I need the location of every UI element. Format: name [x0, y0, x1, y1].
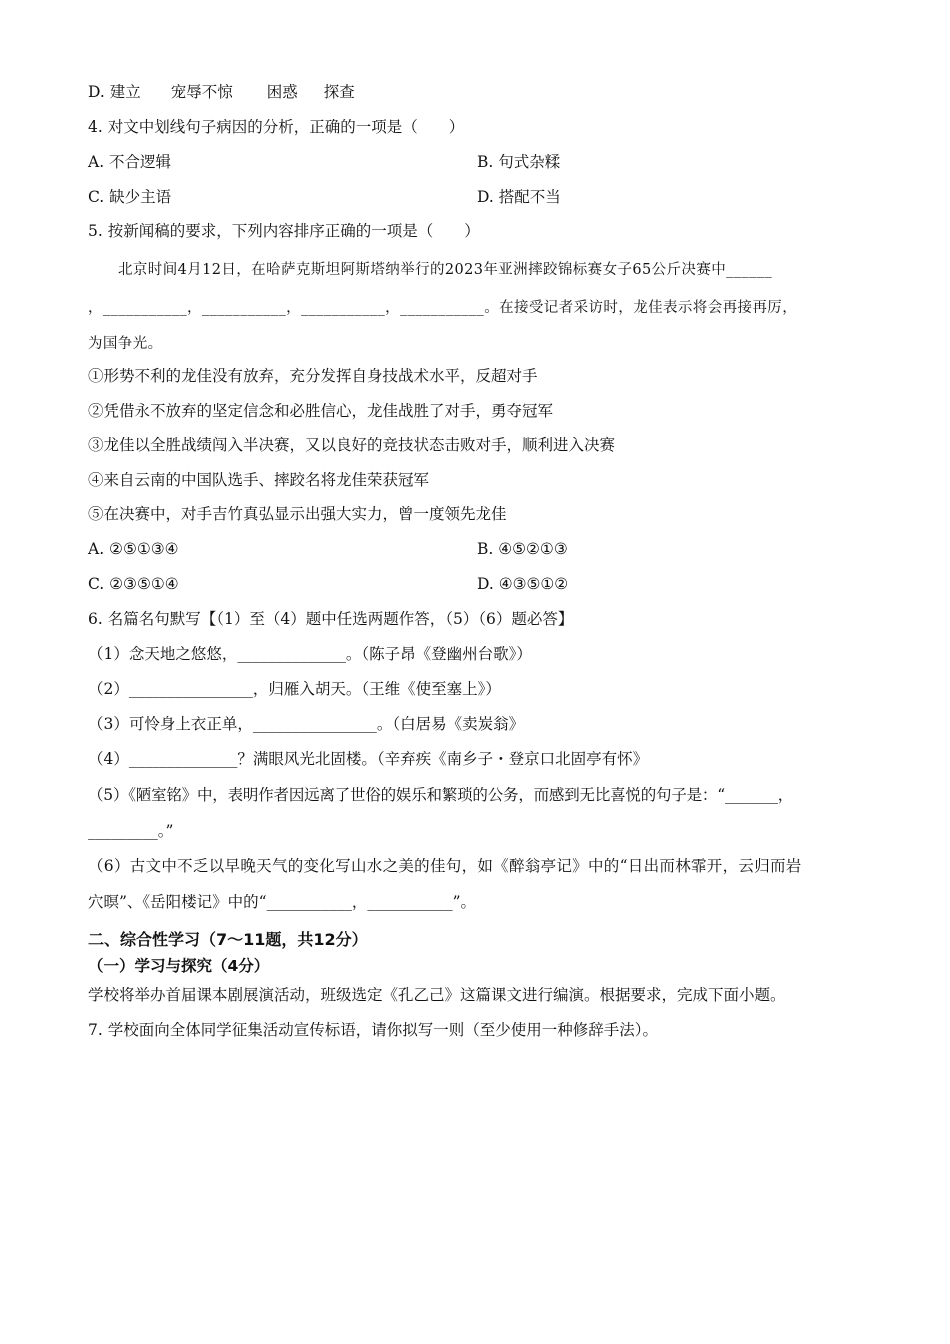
q6-item-6-line-2: 穴暝”、《岳阳楼记》中的“___________，___________”。	[88, 893, 477, 911]
q6-item-2: （2）________________，归雁入胡天。（王维《使至塞上》）	[88, 680, 501, 698]
q4-option-c: C. 缺少主语	[88, 188, 172, 206]
q3d-word-4: 探查	[323, 83, 355, 101]
section-2-title: 二、综合性学习（7～11题，共12分）	[88, 930, 368, 949]
q6-item-5-line-1: （5）《陋室铭》中，表明作者因远离了世俗的娱乐和繁琐的公务，而感到无比喜悦的句子是：“_______，	[88, 786, 794, 804]
q6-item-3: （3）可怜身上衣正单，________________。（白居易《卖炭翁》	[88, 715, 525, 733]
q5-option-b: B. ④⑤②①③	[477, 540, 568, 558]
q3-option-d	[88, 80, 355, 104]
q5-sentence-2: ②凭借永不放弃的坚定信念和必胜信心，龙佳战胜了对手，勇夺冠军	[88, 402, 554, 420]
q4-option-b: B. 句式杂糅	[477, 153, 561, 171]
q5-options-row-1	[88, 537, 868, 561]
q5-stem: 5. 按新闻稿的要求，下列内容排序正确的一项是（ ）	[88, 222, 480, 240]
q4-options-row-1	[88, 150, 868, 174]
q5-sentence-4: ④来自云南的中国队选手、摔跤名将龙佳荣获冠军	[88, 471, 430, 489]
q6-item-1: （1）念天地之悠悠，______________。（陈子昂《登幽州台歌》）	[88, 645, 532, 663]
q5-passage-line-1: 北京时间4月12日，在哈萨克斯坦阿斯塔纳举行的2023年亚洲摔跤锦标赛女子65公斤决赛中______	[118, 262, 773, 278]
q6-item-5-line-2: _________。”	[88, 822, 174, 840]
q7-stem: 7. 学校面向全体同学征集活动宣传标语，请你拟写一则（至少使用一种修辞手法）。	[88, 1021, 658, 1039]
q4-option-d: D. 搭配不当	[477, 188, 561, 206]
q5-passage-line-2: ，___________，___________，___________，___________。在接受记者采访时，龙佳表示将会再接再厉，	[88, 300, 798, 316]
q3d-word-3: 困惑	[266, 83, 298, 101]
q5-passage-line-3: 为国争光。	[88, 336, 163, 352]
q4-option-a: A. 不合逻辑	[88, 153, 172, 171]
q4-stem: 4. 对文中划线句子病因的分析，正确的一项是（ ）	[88, 118, 465, 136]
q4-options-row-2	[88, 185, 868, 209]
q5-sentence-5: ⑤在决赛中，对手吉竹真弘显示出强大实力，曾一度领先龙佳	[88, 505, 507, 523]
q5-option-d: D. ④③⑤①②	[477, 575, 569, 593]
q6-stem: 6. 名篇名句默写【（1）至（4）题中任选两题作答，（5）（6）题必答】	[88, 610, 574, 628]
q3d-word-2: 宠辱不惊	[170, 83, 233, 101]
q6-item-6-line-1: （6）古文中不乏以早晚天气的变化写山水之美的佳句，如《醉翁亭记》中的“日出而林霏开，云归而岩	[88, 857, 802, 875]
q3d-label: D. 建立	[88, 83, 141, 101]
section-2-subtitle: （一）学习与探究（4分）	[88, 957, 270, 975]
q5-sentence-1: ①形势不利的龙佳没有放弃，充分发挥自身技战术水平，反超对手	[88, 367, 538, 385]
q6-item-4: （4）______________？满眼风光北固楼。（辛弃疾《南乡子・登京口北固亭有怀》	[88, 750, 649, 768]
section-2-intro: 学校将举办首届课本剧展演活动，班级选定《孔乙己》这篇课文进行编演。根据要求，完成下面小题。	[88, 986, 786, 1004]
q5-option-c: C. ②③⑤①④	[88, 575, 179, 593]
q5-option-a: A. ②⑤①③④	[88, 540, 179, 558]
q5-options-row-2	[88, 572, 868, 596]
q5-sentence-3: ③龙佳以全胜战绩闯入半决赛，又以良好的竞技状态击败对手，顺利进入决赛	[88, 436, 616, 454]
